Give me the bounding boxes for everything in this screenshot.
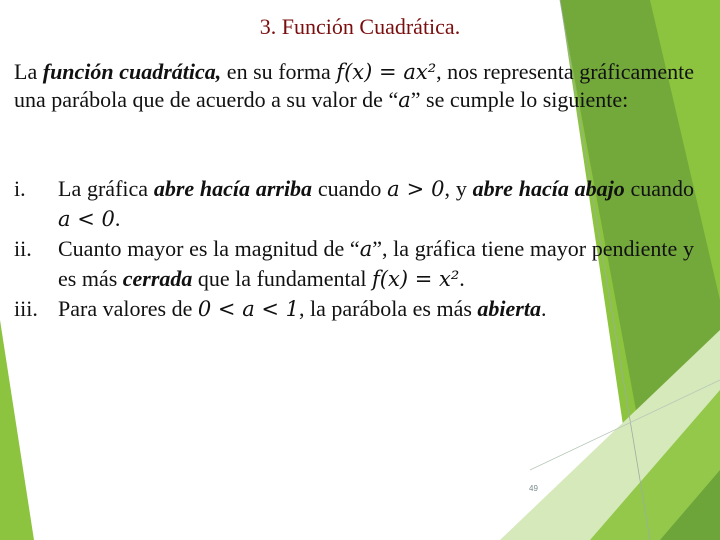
item-math: a (359, 237, 373, 261)
item-emphasis: abre hacía arriba (153, 176, 313, 201)
item-emphasis: cerrada (122, 266, 193, 291)
item-text: La gráfica (58, 176, 154, 201)
item-emphasis: abierta (477, 296, 541, 321)
intro-variable-a: a (398, 88, 411, 112)
item-emphasis: abre hacía abajo (472, 176, 625, 201)
item-text: Para valores de (58, 296, 198, 321)
left-green-triangle (0, 320, 34, 540)
item-text: que la fundamental (192, 266, 373, 291)
list-item-text (58, 234, 694, 294)
list-item-text (58, 294, 694, 324)
page-number: 49 (529, 484, 538, 493)
list-item-number: ii. (14, 236, 32, 261)
properties-list (14, 174, 694, 324)
item-text: cuando (624, 176, 695, 201)
item-text: . (540, 296, 547, 321)
list-item-text (58, 174, 694, 234)
intro-text-4: ” se cumple lo siguiente: (410, 87, 629, 112)
list-item-number: i. (14, 176, 26, 201)
list-item (14, 294, 694, 324)
intro-text-1: La (14, 59, 43, 84)
item-math: 0 < a < 1 (197, 297, 300, 321)
item-math: a > 0 (387, 177, 445, 201)
item-math: a < 0 (58, 207, 115, 231)
item-text: , y (444, 176, 473, 201)
item-text: . (459, 266, 465, 291)
intro-text-2: en su forma (221, 59, 337, 84)
slide-title: 3. Función Cuadrática. (259, 14, 461, 39)
intro-text-3: , nos representa gráficamente una parábola que de acuerdo a su valor de “ (14, 59, 695, 112)
item-text: cuando (312, 176, 388, 201)
item-text: . (114, 206, 121, 231)
item-text: ”, la gráfica tiene mayor pendiente y es más (58, 236, 694, 291)
list-item (14, 234, 694, 294)
intro-paragraph (14, 58, 694, 114)
item-text: Cuanto mayor es la magnitud de “ (58, 236, 360, 261)
item-text: , la parábola es más (299, 296, 478, 321)
list-item (14, 174, 694, 234)
intro-bold-term: función cuadrática, (42, 59, 222, 84)
list-item-number: iii. (14, 296, 38, 321)
item-math: f(x) = x² (372, 267, 460, 291)
intro-formula: f(x) = ax² (336, 60, 437, 84)
